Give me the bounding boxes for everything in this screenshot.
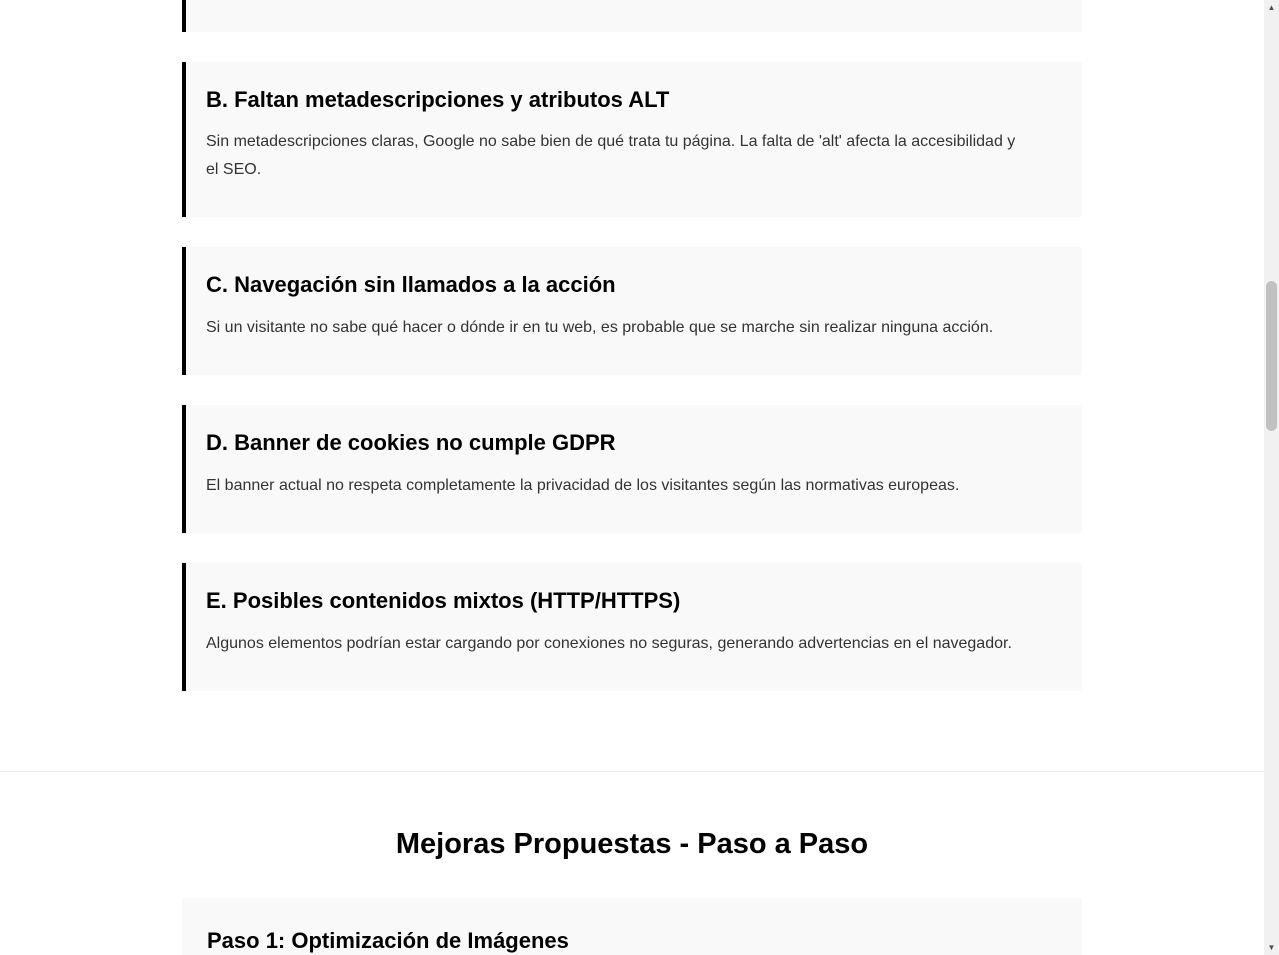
improvements-section-title: Mejoras Propuestas - Paso a Paso <box>395 828 869 860</box>
issue-title: C. Navegación sin llamados a la acción <box>206 272 616 297</box>
scrollbar-thumb[interactable] <box>1266 281 1277 431</box>
issue-description: Si un visitante no sabe qué hacer o dónde ir en tu web, es probable que se marche sin realizar ninguna acción. <box>206 319 994 336</box>
issue-card-b <box>182 62 1082 217</box>
section-divider <box>0 771 1264 772</box>
issue-card-previous <box>182 0 1082 32</box>
step-card-1 <box>182 898 1082 955</box>
issue-title: D. Banner de cookies no cumple GDPR <box>206 430 616 455</box>
issue-description: Sin metadescripciones claras, Google no sabe bien de qué trata tu página. La falta de 'alt' afecta la accesibilidad y el SEO. <box>206 133 1016 178</box>
vertical-scrollbar[interactable] <box>1264 0 1279 955</box>
issue-description: El banner actual no respeta completamente la privacidad de los visitantes según las normativas europeas. <box>206 477 960 494</box>
issue-card-e <box>182 563 1082 691</box>
triangle-up-icon[interactable]: ▲ <box>1267 3 1276 12</box>
step-title: Paso 1: Optimización de Imágenes <box>207 928 569 953</box>
issue-title: E. Posibles contenidos mixtos (HTTP/HTTPS) <box>206 588 681 613</box>
issue-description: Algunos elementos podrían estar cargando por conexiones no seguras, generando advertencias en el navegador. <box>206 635 1012 652</box>
triangle-down-icon[interactable]: ▼ <box>1267 943 1276 952</box>
issue-title: B. Faltan metadescripciones y atributos ALT <box>206 87 670 112</box>
issue-card-d <box>182 405 1082 533</box>
issue-card-c <box>182 247 1082 375</box>
